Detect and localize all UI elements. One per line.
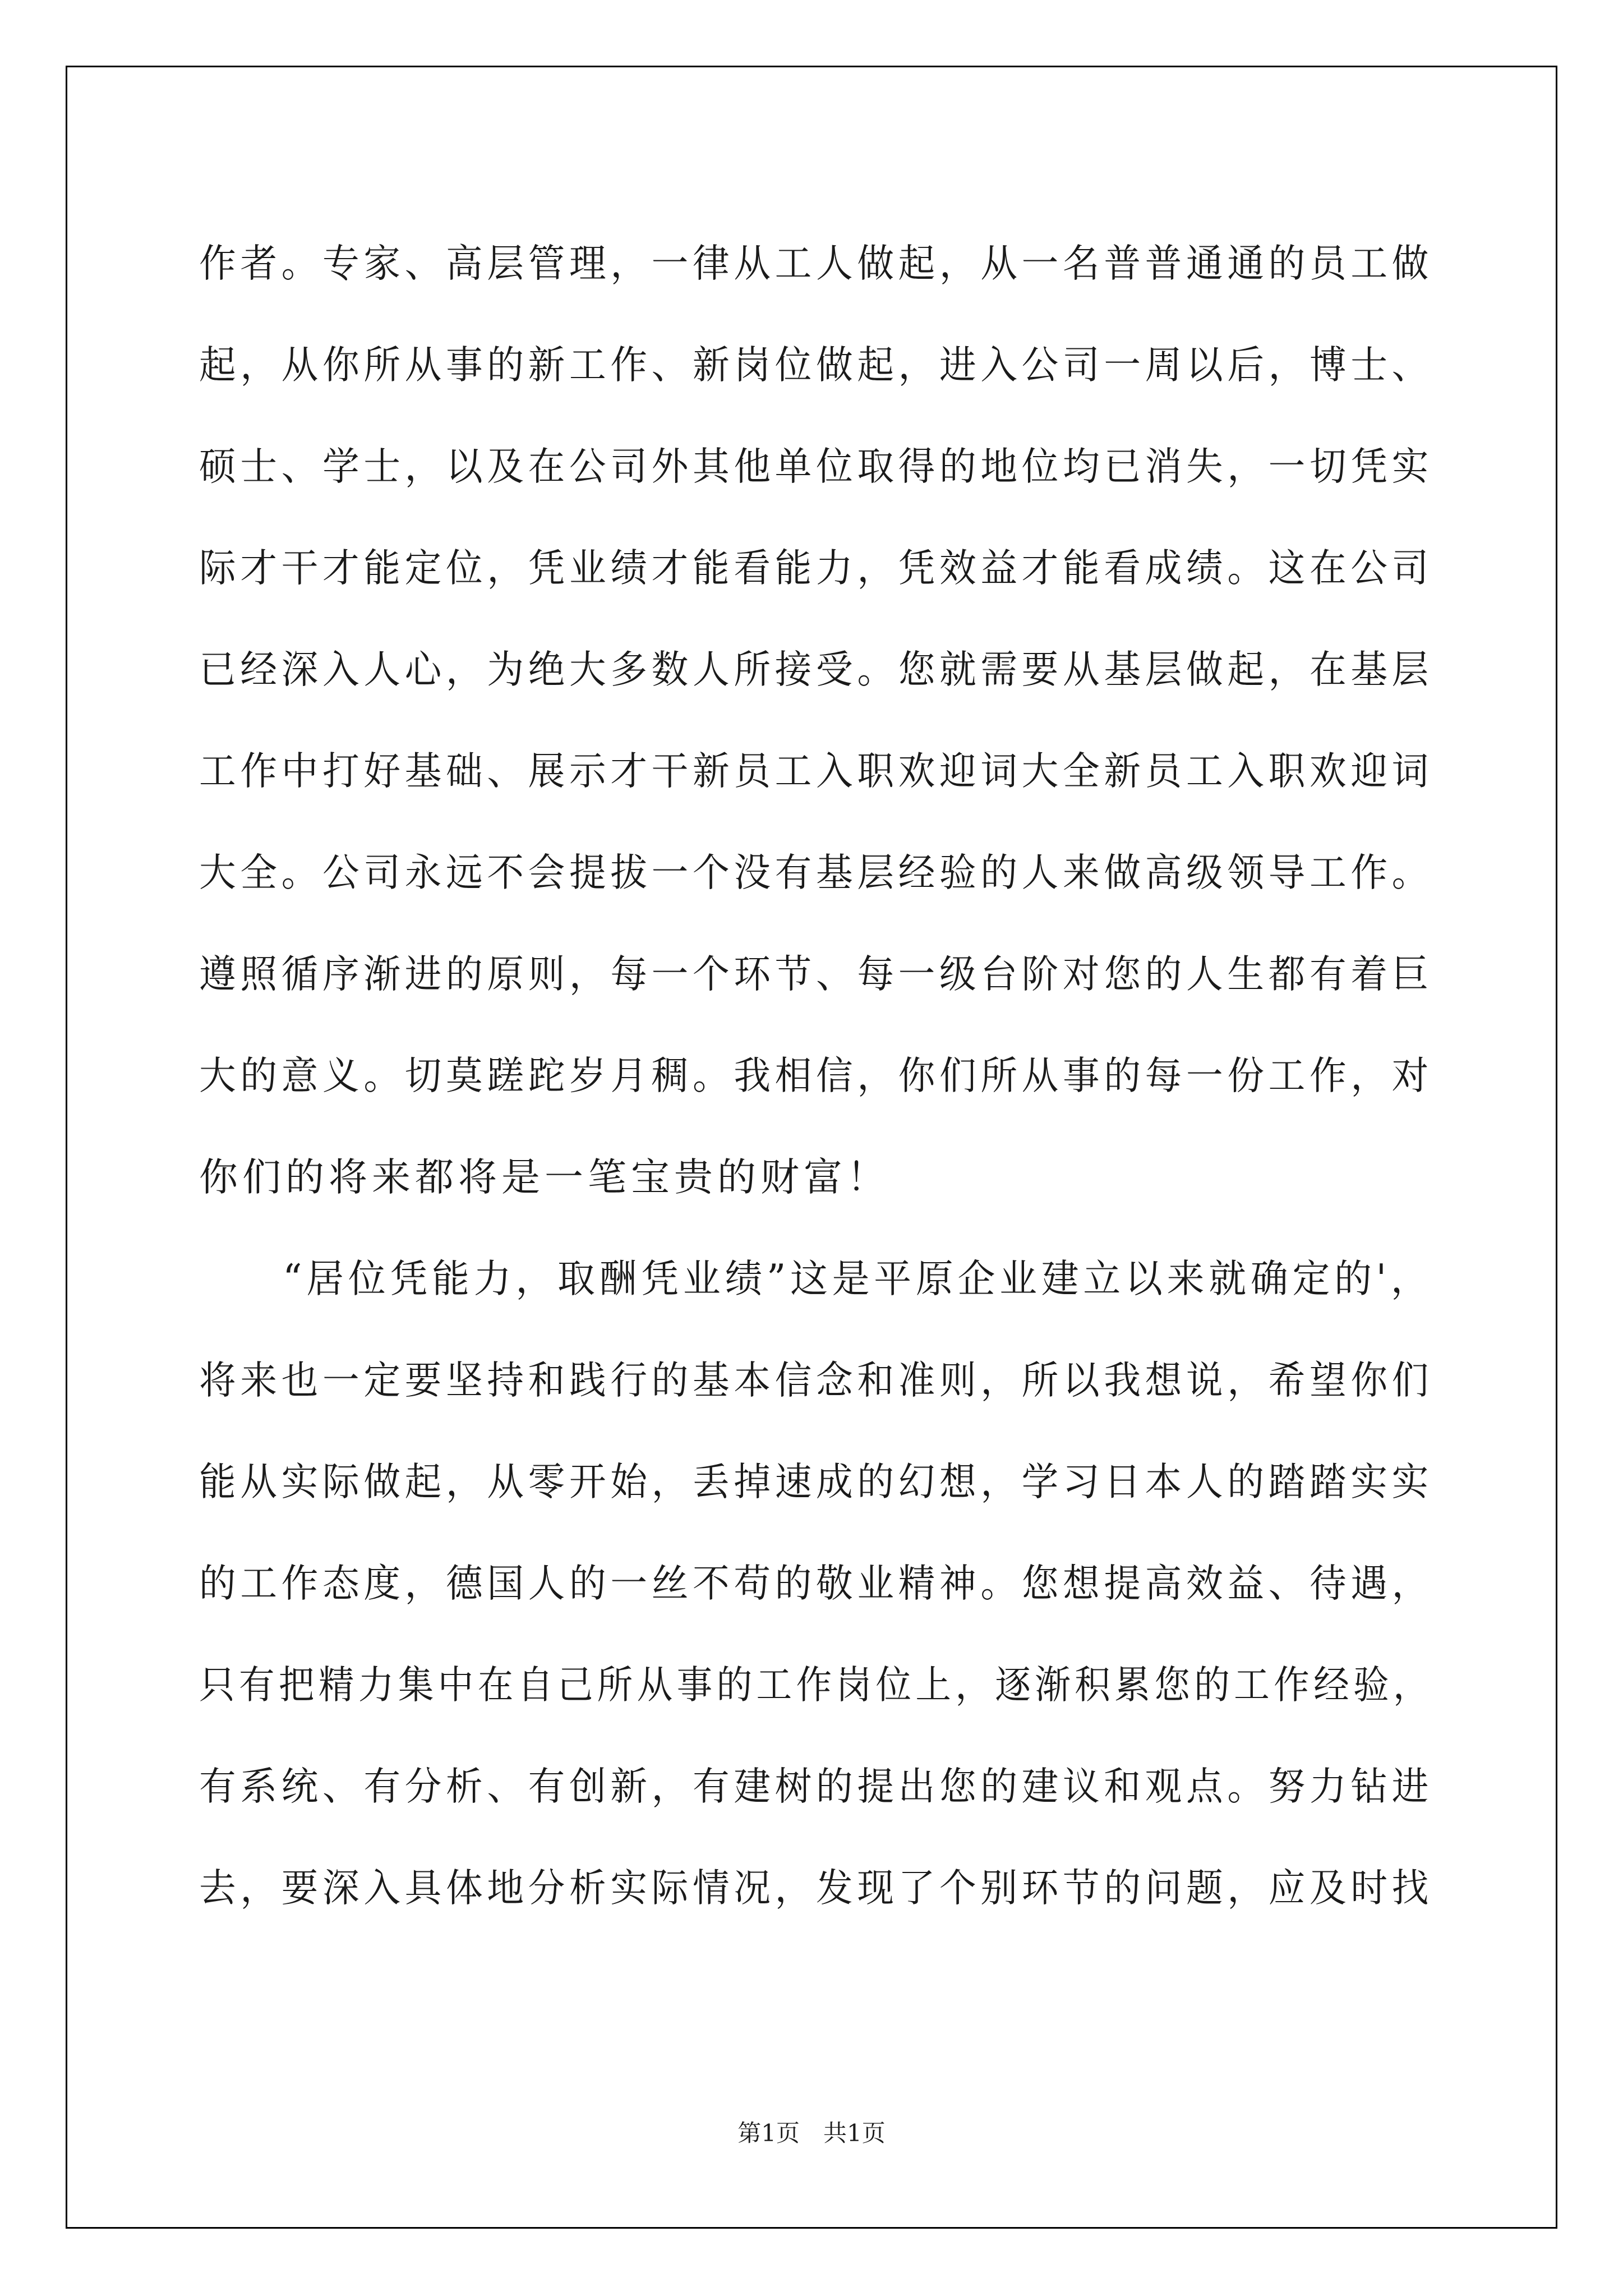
text-line: 硕士、学士，以及在公司外其他单位取得的地位均已消失，一切凭实 <box>199 444 1433 489</box>
text-line: 大全。公司永远不会提拔一个没有基层经验的人来做高级领导工作。 <box>199 850 1433 895</box>
text-line: 有系统、有分析、有创新，有建树的提出您的建议和观点。努力钻进 <box>199 1764 1433 1809</box>
text-line: “居位凭能力，取酬凭业绩”这是平原企业建立以来就确定的'， <box>199 1257 1433 1301</box>
text-line: 只有把精力集中在自己所从事的工作岗位上，逐渐积累您的工作经验， <box>199 1663 1433 1708</box>
text-line: 你们的将来都将是一笔宝贵的财富！ <box>199 1155 890 1200</box>
text-line: 际才干才能定位，凭业绩才能看能力，凭效益才能看成绩。这在公司 <box>199 546 1433 591</box>
text-line: 工作中打好基础、展示才干新员工入职欢迎词大全新员工入职欢迎词 <box>199 749 1433 794</box>
text-line: 作者。专家、高层管理，一律从工人做起，从一名普普通通的员工做 <box>199 241 1433 286</box>
document-body <box>199 213 1433 1939</box>
text-line: 大的意义。切莫蹉跎岁月稠。我相信，你们所从事的每一份工作，对 <box>199 1053 1433 1098</box>
page-footer: 第1页 共1页 <box>737 2119 886 2147</box>
text-line: 遵照循序渐进的原则，每一个环节、每一级台阶对您的人生都有着巨 <box>199 952 1433 997</box>
text-line: 的工作态度，德国人的一丝不苟的敬业精神。您想提高效益、待遇， <box>199 1561 1433 1606</box>
text-line: 能从实际做起，从零开始，丢掉速成的幻想，学习日本人的踏踏实实 <box>199 1460 1433 1504</box>
text-line: 将来也一定要坚持和践行的基本信念和准则，所以我想说，希望你们 <box>199 1358 1433 1403</box>
text-line: 已经深入人心，为绝大多数人所接受。您就需要从基层做起，在基层 <box>199 647 1433 692</box>
text-line: 起，从你所从事的新工作、新岗位做起，进入公司一周以后，博士、 <box>199 343 1433 388</box>
text-line: 去，要深入具体地分析实际情况，发现了个别环节的问题，应及时找 <box>199 1866 1433 1911</box>
